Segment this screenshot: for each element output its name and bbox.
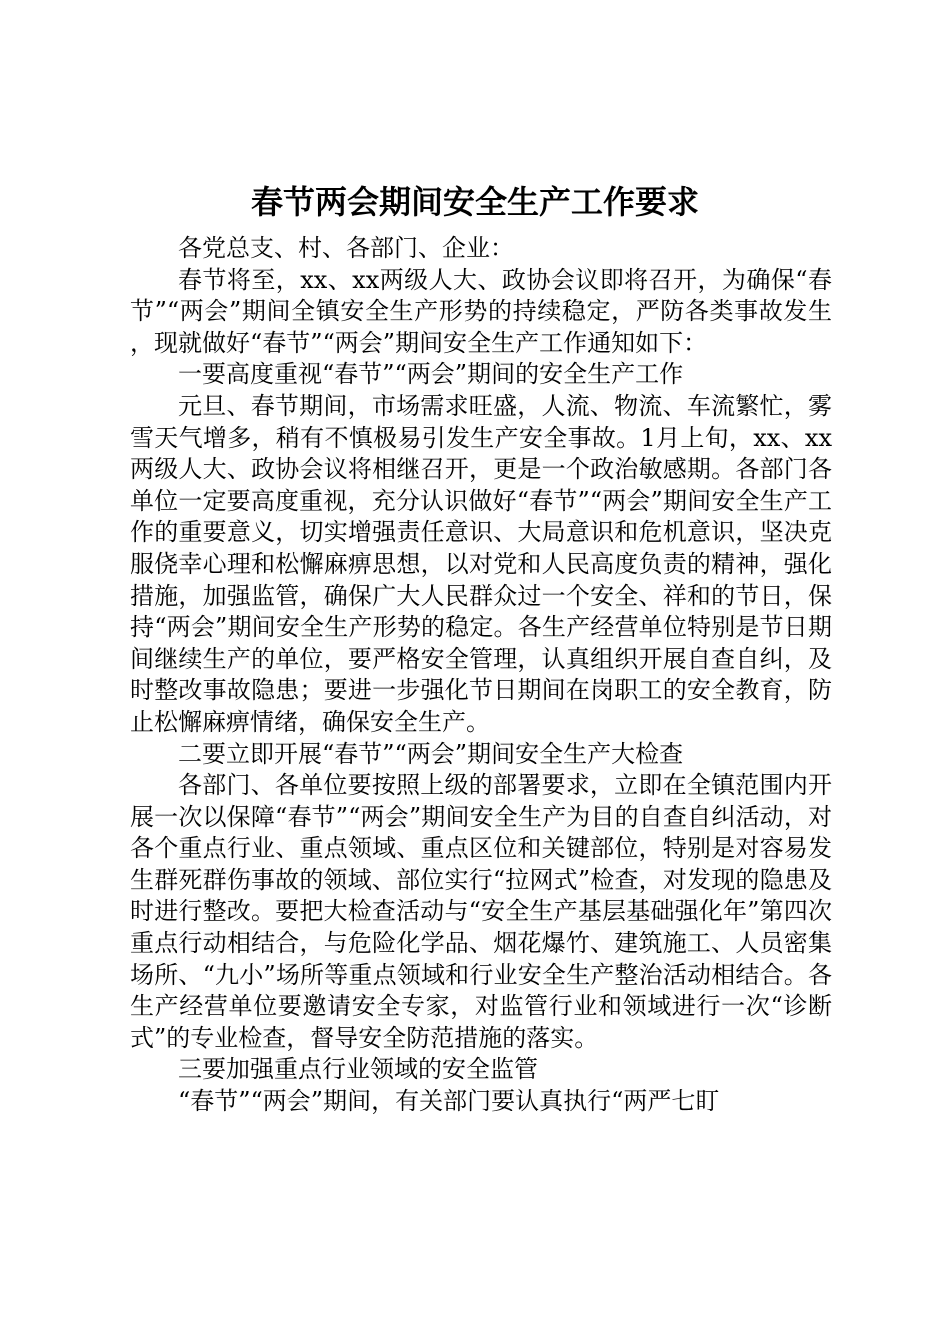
salutation-paragraph: 各党总支、村、各部门、企业： — [178, 234, 514, 262]
section-heading-3: 三要加强重点行业领域的安全监管 — [178, 1055, 538, 1084]
intro-paragraph: 春节将至，xx、xx两级人大、政协会议即将召开，为确保“春节”“两会”期间全镇安全生产形势的持续稳定，严防各类事故发生，现就做好“春节”“两会”期间安全生产工作通知如下： — [130, 265, 832, 357]
section-paragraph-2: 各部门、各单位要按照上级的部署要求，立即在全镇范围内开展一次以保障“春节”“两会”期间安全生产为目的自查自纠活动，对各个重点行业、重点领域、重点区位和关键部位，特别是对容易发生群死群伤事故的领域、部位实行“拉网式”检查，对发现的隐患及时进行整改。要把大检查活动与“安全生产基层基础强化年”第四次重点行动相结合，与危险化学品、烟花爆竹、建筑施工、人员密集场所、“九小”场所等重点领域和行业安全生产整治活动相结合。各生产经营单位要邀请安全专家，对监管行业和领域进行一次“诊断式”的专业检查，督导安全防范措施的落实。 — [130, 771, 832, 1052]
section-paragraph-1: 元旦、春节期间，市场需求旺盛，人流、物流、车流繁忙，雾雪天气增多，稍有不慎极易引发生产安全事故。1月上旬，xx、xx两级人大、政协会议将相继召开，更是一个政治敏感期。各部门各单位一定要高度重视，充分认识做好“春节”“两会”期间安全生产工作的重要意义，切实增强责任意识、大局意识和危机意识，坚决克服侥幸心理和松懈麻痹思想，以对党和人民高度负责的精神，强化措施，加强监管，确保广大人民群众过一个安全、祥和的节日，保持“两会”期间安全生产形势的稳定。各生产经营单位特别是节日期间继续生产的单位，要严格安全管理，认真组织开展自查自纠，及时整改事故隐患；要进一步强化节日期间在岗职工的安全教育，防止松懈麻痹情绪，确保安全生产。 — [130, 391, 832, 736]
section-heading-1: 一要高度重视“春节”“两会”期间的安全生产工作 — [178, 360, 684, 389]
section-paragraph-3: “春节”“两会”期间，有关部门要认真执行“两严七盯 — [178, 1087, 720, 1116]
section-heading-2: 二要立即开展“春节”“两会”期间安全生产大检查 — [178, 739, 684, 768]
document-body — [130, 233, 832, 1118]
document-title: 春节两会期间安全生产工作要求 — [250, 183, 699, 221]
